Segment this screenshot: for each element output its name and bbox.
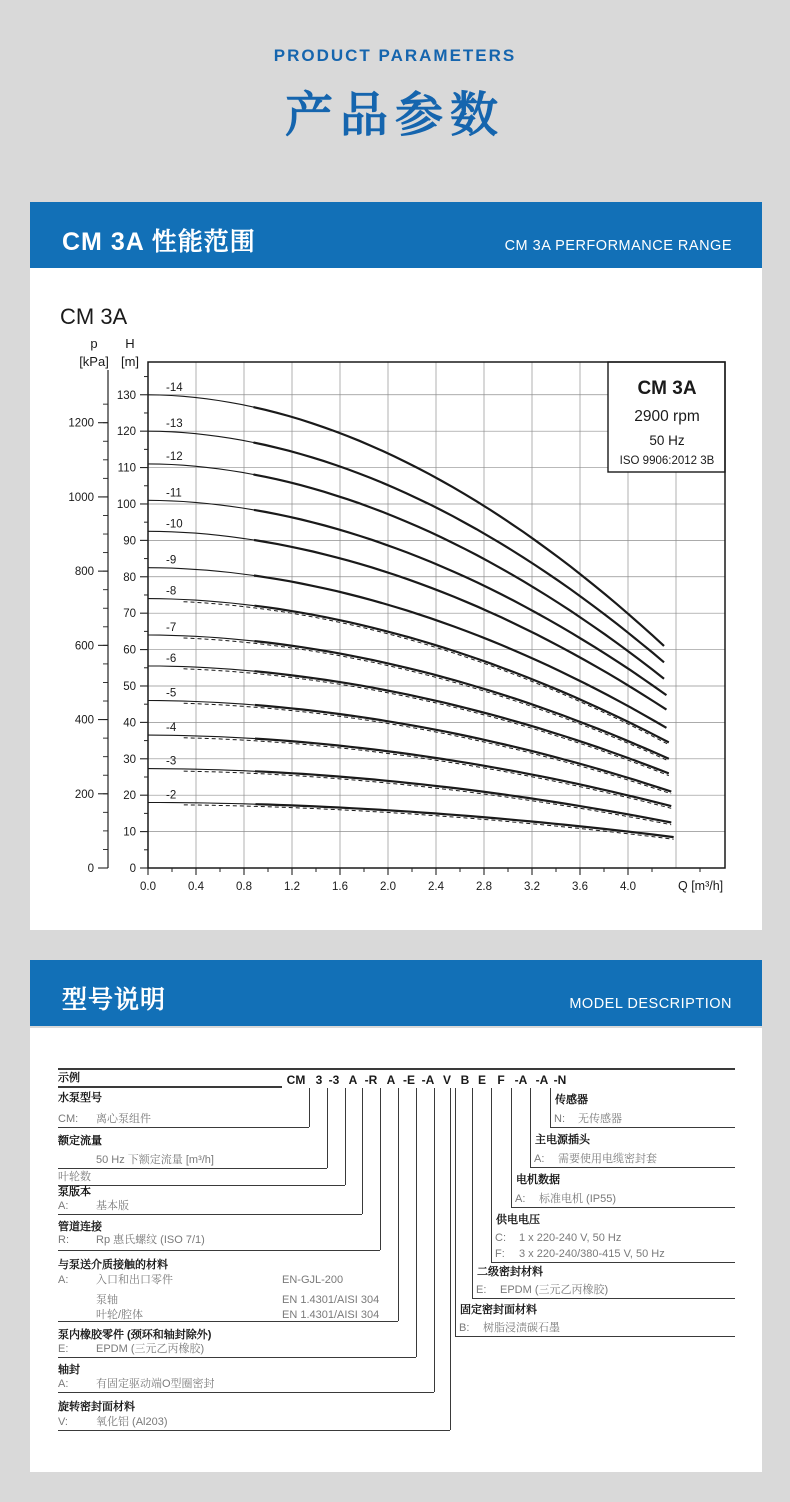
item-code: A: <box>58 1274 69 1286</box>
h-tick-label: 110 <box>117 462 136 475</box>
pump-curve <box>148 500 666 695</box>
h-tick-label: 40 <box>123 717 136 730</box>
curve-label: -10 <box>166 518 183 531</box>
header-eyebrow: PRODUCT PARAMETERS <box>273 46 517 65</box>
item-desc: 标准电机 (IP55) <box>539 1193 617 1205</box>
item-desc: 50 Hz 下额定流量 [m³/h] <box>96 1154 214 1166</box>
pump-curve-duty <box>255 606 669 743</box>
connector-vline <box>309 1088 310 1127</box>
performance-chart-panel <box>30 268 762 930</box>
h-tick-label: 100 <box>116 498 136 511</box>
item-code: E: <box>476 1284 487 1296</box>
code-token: -A <box>421 1073 435 1087</box>
example-label: 示例 <box>58 1072 80 1084</box>
code-token: 3 <box>315 1073 323 1087</box>
curve-label: -7 <box>166 622 177 635</box>
item-desc: 1 x 220-240 V, 50 Hz <box>519 1232 622 1244</box>
h-tick-label: 30 <box>123 753 136 766</box>
model-bar-title-zh: 型号说明 <box>62 986 167 1014</box>
block-title: 电机数据 <box>516 1174 560 1186</box>
connector-underline <box>58 1357 416 1358</box>
x-axis-label: Q [m³/h] <box>678 879 724 893</box>
connector-vline <box>380 1088 381 1250</box>
x-tick-label: 2.4 <box>428 881 444 893</box>
item-desc: Rp 惠氏螺纹 (ISO 7/1) <box>96 1234 205 1246</box>
connector-underline <box>58 1127 309 1128</box>
item-code: A: <box>58 1378 69 1390</box>
connector-vline <box>362 1088 363 1214</box>
block-title: 固定密封面材料 <box>460 1304 537 1316</box>
code-token: -A <box>514 1073 528 1087</box>
x-tick-label: 0.0 <box>140 881 156 893</box>
p-tick-label: 400 <box>74 714 94 727</box>
h-tick-label: 90 <box>123 535 136 548</box>
item-value: EN 1.4301/AISI 304 <box>282 1309 380 1321</box>
x-tick-label: 0.4 <box>188 881 204 893</box>
code-token: -N <box>553 1073 567 1087</box>
pump-curve-duty <box>255 641 669 759</box>
pump-curve <box>148 769 671 823</box>
pump-curve <box>148 666 669 773</box>
code-token: E <box>477 1073 487 1087</box>
h-tick-label: 0 <box>129 863 136 875</box>
performance-bar-title-zh: CM 3A 性能范围 <box>62 228 256 256</box>
p-axis-name: p <box>90 336 98 351</box>
connector-underline <box>511 1207 735 1208</box>
block-title: 管道连接 <box>58 1221 102 1233</box>
curve-label: -3 <box>166 755 177 768</box>
curve-label: -11 <box>166 487 182 500</box>
info-frequency: 50 Hz <box>649 433 685 448</box>
model-section-bar <box>30 960 762 1026</box>
p-tick-label: 0 <box>87 863 94 875</box>
pump-curve-tolerance <box>184 771 672 825</box>
h-tick-label: 120 <box>116 426 136 439</box>
model-bar-title-en: MODEL DESCRIPTION <box>569 995 732 1012</box>
code-token: -3 <box>328 1073 340 1087</box>
item-code: A: <box>58 1200 69 1212</box>
item-desc: 氧化铝 (Al203) <box>96 1416 168 1428</box>
item-code: B: <box>459 1322 470 1334</box>
pump-curve <box>148 531 666 709</box>
connector-vline <box>434 1088 435 1392</box>
curve-label: -2 <box>166 789 177 802</box>
block-title: 水泵型号 <box>58 1092 102 1104</box>
block-title: 传感器 <box>555 1094 588 1106</box>
connector-underline <box>455 1336 735 1337</box>
connector-vline <box>345 1088 346 1185</box>
connector-vline <box>327 1088 328 1168</box>
item-desc: 3 x 220-240/380-415 V, 50 Hz <box>519 1248 665 1260</box>
pump-curve-duty <box>254 407 665 646</box>
code-token: -A <box>535 1073 549 1087</box>
connector-vline <box>491 1088 492 1262</box>
connector-underline <box>58 1430 450 1431</box>
item-desc: 基本版 <box>96 1200 129 1212</box>
x-tick-label: 0.8 <box>236 881 252 893</box>
item-desc: 离心泵组件 <box>96 1113 151 1125</box>
connector-underline <box>550 1127 735 1128</box>
connector-underline <box>58 1168 327 1169</box>
pump-curve-duty <box>254 510 666 695</box>
block-title: 泵内橡胶零件 (颈环和轴封除外) <box>58 1329 212 1341</box>
item-desc: 入口和出口零件 <box>96 1274 173 1286</box>
curve-label: -5 <box>166 687 177 700</box>
item-code: CM: <box>58 1113 79 1125</box>
x-tick-label: 4.0 <box>620 881 636 893</box>
x-tick-label: 2.8 <box>476 881 492 893</box>
item-code: A: <box>515 1193 526 1205</box>
block-title: 供电电压 <box>496 1214 540 1226</box>
code-token: F <box>497 1073 505 1087</box>
item-code: E: <box>58 1343 69 1355</box>
curve-label: -9 <box>166 554 177 567</box>
model-description-panel <box>30 1028 762 1472</box>
p-axis-unit: [kPa] <box>79 354 109 369</box>
connector-vline <box>530 1088 531 1167</box>
curve-label: -8 <box>166 585 177 598</box>
pump-curve <box>148 431 664 662</box>
connector-vline <box>450 1088 451 1430</box>
curve-label: -13 <box>166 418 183 431</box>
chart-heading: CM 3A <box>60 304 128 329</box>
connector-vline <box>550 1088 551 1127</box>
h-axis-unit: [m] <box>120 354 140 369</box>
item-desc: EPDM (三元乙丙橡胶) <box>500 1284 609 1296</box>
x-tick-label: 1.2 <box>284 881 300 893</box>
connector-underline <box>58 1250 380 1251</box>
pump-curve-tolerance <box>184 703 672 794</box>
code-token: A <box>348 1073 358 1087</box>
connector-underline <box>58 1392 434 1393</box>
code-token: -R <box>364 1073 378 1087</box>
connector-vline <box>472 1088 473 1298</box>
connector-underline <box>58 1214 362 1215</box>
code-token: CM <box>286 1073 306 1087</box>
curve-label: -12 <box>166 450 183 463</box>
h-tick-label: 20 <box>123 790 136 803</box>
item-desc: 泵轴 <box>96 1294 118 1306</box>
code-token: B <box>460 1073 470 1087</box>
item-code: R: <box>58 1234 69 1246</box>
item-code: A: <box>534 1153 545 1165</box>
item-value: EN 1.4301/AISI 304 <box>282 1294 380 1306</box>
item-code: F: <box>495 1248 505 1260</box>
code-token: V <box>442 1073 452 1087</box>
h-tick-label: 10 <box>123 826 136 839</box>
info-standard: ISO 9906:2012 3B <box>619 455 715 467</box>
item-code: C: <box>495 1232 506 1244</box>
h-tick-label: 50 <box>123 680 136 693</box>
connector-underline <box>530 1167 735 1168</box>
item-code: N: <box>554 1113 565 1125</box>
item-desc: EPDM (三元乙丙橡胶) <box>96 1343 205 1355</box>
p-tick-label: 1000 <box>68 491 94 504</box>
curve-label: -4 <box>166 722 177 735</box>
x-tick-label: 2.0 <box>380 881 396 893</box>
p-tick-label: 800 <box>74 566 94 579</box>
info-speed: 2900 rpm <box>634 408 700 425</box>
x-tick-label: 1.6 <box>332 881 348 893</box>
connector-underline <box>491 1262 735 1263</box>
performance-chart <box>30 290 762 910</box>
connector-vline <box>511 1088 512 1207</box>
diagram-top-rule <box>58 1068 735 1070</box>
example-underline <box>58 1086 282 1088</box>
block-title: 与泵送介质接触的材料 <box>58 1259 168 1271</box>
p-tick-label: 1200 <box>68 417 94 430</box>
h-tick-label: 130 <box>116 389 136 402</box>
curve-label: -14 <box>166 381 183 394</box>
item-desc: 无传感器 <box>578 1113 622 1125</box>
pump-curve-duty <box>255 705 671 792</box>
item-desc: 有固定驱动端O型圈密封 <box>96 1378 215 1390</box>
item-desc: 树脂浸渍碳石墨 <box>483 1322 560 1334</box>
connector-underline <box>472 1298 735 1299</box>
block-title: 二级密封材料 <box>477 1266 543 1278</box>
block-title: 旋转密封面材料 <box>58 1401 135 1413</box>
block-title: 主电源插头 <box>535 1134 590 1146</box>
block-title: 额定流量 <box>58 1135 102 1147</box>
performance-bar-title-en: CM 3A PERFORMANCE RANGE <box>504 237 732 254</box>
connector-underline <box>58 1185 345 1186</box>
x-tick-label: 3.2 <box>524 881 540 893</box>
model-code-diagram <box>30 1028 762 1472</box>
connector-vline <box>398 1088 399 1321</box>
curve-label: -6 <box>166 652 177 665</box>
pump-curve <box>148 464 664 679</box>
connector-vline <box>455 1088 456 1336</box>
item-desc: 叶轮数 <box>58 1171 91 1183</box>
x-tick-label: 3.6 <box>572 881 588 893</box>
performance-section-bar <box>30 202 762 268</box>
connector-underline <box>58 1321 398 1322</box>
p-tick-label: 600 <box>74 640 94 653</box>
code-token: -E <box>403 1073 415 1087</box>
h-tick-label: 70 <box>123 608 136 621</box>
h-tick-label: 60 <box>123 644 136 657</box>
block-title: 泵版本 <box>58 1186 91 1198</box>
code-token: A <box>386 1073 396 1087</box>
h-axis-name: H <box>125 336 135 351</box>
block-title: 轴封 <box>58 1364 80 1376</box>
item-value: EN-GJL-200 <box>282 1274 344 1286</box>
item-desc: 需要使用电缆密封套 <box>558 1153 657 1165</box>
h-tick-label: 80 <box>123 571 136 584</box>
p-tick-label: 200 <box>74 788 94 801</box>
item-code: V: <box>58 1416 68 1428</box>
connector-vline <box>416 1088 417 1357</box>
info-model: CM 3A <box>637 378 697 399</box>
item-desc: 叶轮/腔体 <box>96 1309 144 1321</box>
page-title: 产品参数 <box>284 89 505 142</box>
